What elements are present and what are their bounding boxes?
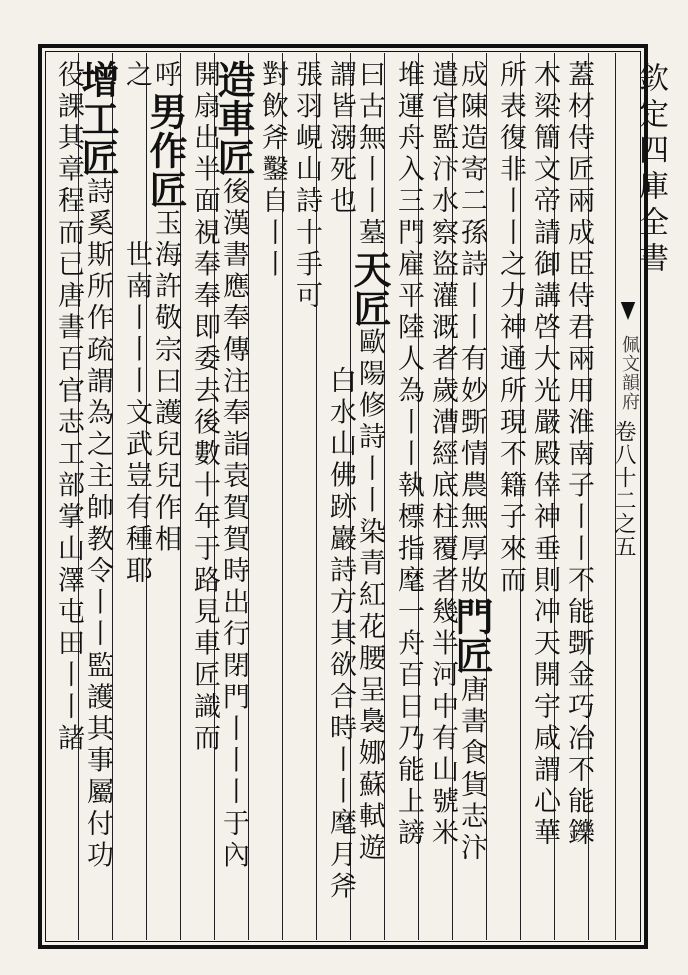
column-text: 謂皆溺死也	[325, 60, 356, 218]
text-column	[347, 60, 392, 935]
text-column	[322, 60, 354, 935]
entry-heading: 增工匠	[75, 60, 120, 177]
text-column	[143, 60, 188, 935]
column-text: 對飲斧鑿自丨丨	[257, 60, 288, 282]
column-text: 開扇出半面視奉奉即委去後數十年于路見車匠識而	[189, 60, 220, 756]
book-title: 欽定四庫全書	[633, 62, 668, 278]
column-text: 呼	[150, 60, 181, 92]
text-column	[449, 60, 494, 935]
text-column	[424, 60, 456, 935]
column-text: 唐書食貨志汴	[456, 675, 487, 865]
column-text: 遣官監汴水察盜灌溉者歲漕經底柱覆者幾半河中有山號米	[427, 60, 458, 850]
column-text: 成陳造寄二孫詩丨丨有妙斲情農無厚妝	[456, 60, 487, 598]
column-text: 玉海許敬宗曰護兒兒作相	[150, 208, 181, 557]
text-column	[492, 60, 524, 935]
column-text: 所表復非丨丨之力神通所現不籍子來而	[495, 60, 526, 598]
text-column	[75, 60, 120, 935]
entry-heading: 天匠	[347, 249, 392, 328]
text-column	[288, 60, 320, 935]
column-text: 詩奚斯所作疏謂為之主帥教令丨丨監護其事屬付功	[82, 177, 113, 873]
column-text: 世南丨丨丨文武豈有種耶	[121, 239, 152, 588]
section-title: 佩文韻府	[619, 335, 640, 411]
entry-heading: 男作匠	[143, 91, 188, 209]
column-text: 張羽峴山詩十手可	[291, 60, 322, 313]
entry-heading: 造車匠	[211, 60, 256, 177]
column-text: 堆運舟入三門雇平陸人為丨丨執標指麾一舟百日乃能上謗	[393, 60, 424, 850]
column-text: 白水山佛跡巖詩方其欲合時丨丨麾月斧	[325, 366, 356, 904]
column-text: 役課其章程而已唐書百官志工部掌山澤屯田丨丨諸	[53, 60, 84, 756]
column-text: 歐陽修詩丨丨染青紅花腰呈裊娜蘇軾遊	[354, 327, 385, 865]
column-text: 木梁簡文帝請御講啓大光嚴殿倖神垂則冲天開宇咸謂心華	[529, 60, 560, 850]
text-column	[390, 60, 422, 935]
text-column	[186, 60, 218, 935]
fish-tail-top-icon	[619, 300, 637, 322]
text-column	[211, 60, 256, 935]
column-text: 後漢書應奉傳注奉詣袁賀賀時出行閉門丨丨丨于內	[218, 177, 249, 873]
text-column	[50, 60, 82, 935]
volume-label: 卷八十二之五	[611, 420, 636, 558]
entry-heading: 門匠	[449, 597, 494, 676]
text-column	[526, 60, 558, 935]
column-text: 蓋材侍匠兩成臣侍君兩用淮南子丨丨不能斲金巧冶不能鑠	[563, 60, 594, 850]
text-column	[118, 60, 150, 935]
column-text: 之	[121, 60, 152, 92]
text-column	[560, 60, 592, 935]
text-column	[254, 60, 286, 935]
column-text: 曰古無丨丨墓	[354, 60, 385, 250]
